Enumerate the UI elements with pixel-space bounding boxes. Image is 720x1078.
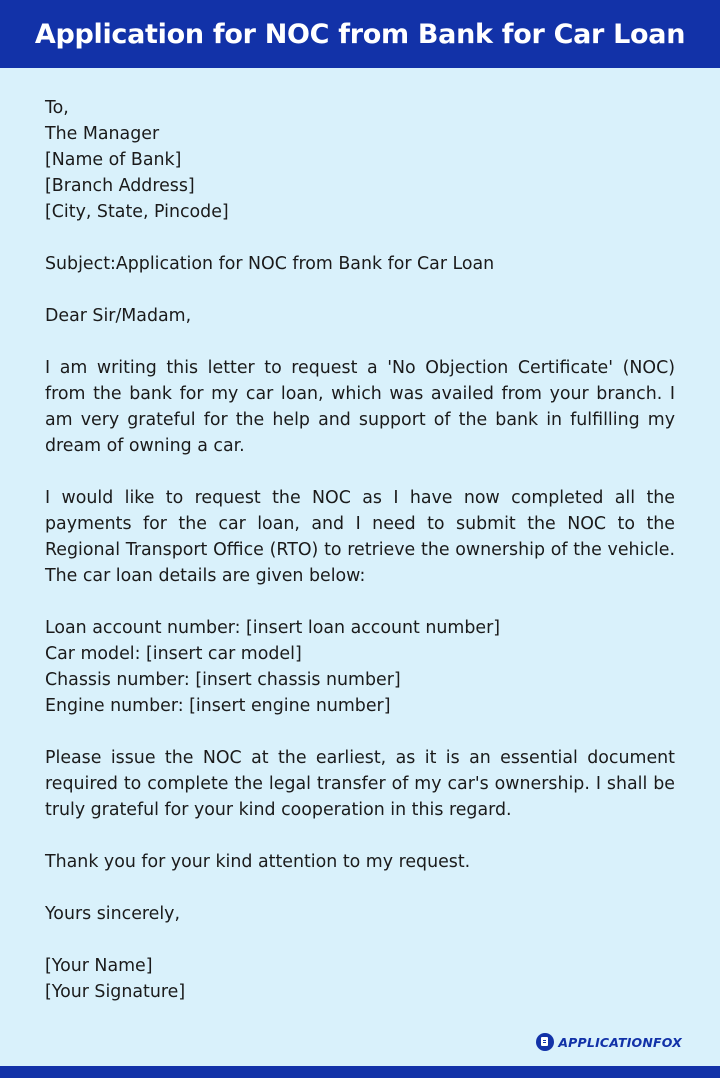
closing: Yours sincerely,	[45, 904, 181, 924]
detail-car-model: Car model: [insert car model]	[45, 644, 302, 664]
address-line: To,	[45, 98, 69, 118]
sender-name: [Your Name]	[45, 956, 153, 976]
address-line: [Branch Address]	[45, 176, 195, 196]
detail-chassis-number: Chassis number: [insert chassis number]	[45, 670, 401, 690]
address-line: The Manager	[45, 124, 160, 144]
detail-loan-account: Loan account number: [insert loan account number]	[45, 618, 501, 638]
thanks-line: Thank you for your kind attention to my request.	[45, 852, 471, 872]
paragraph-request: I am writing this letter to request a 'No Objection Certificate' (NOC) from the bank for my car loan, which was availed from your branch. I am very grateful for the help and support of the bank in fulfilling my dream of owning a car.	[45, 358, 675, 456]
sender-signature: [Your Signature]	[45, 982, 186, 1002]
brand-name: APPLICATIONFOX	[558, 1034, 682, 1050]
brand-logo	[536, 1033, 682, 1051]
footer-bar	[0, 1066, 720, 1078]
page-title: Application for NOC from Bank for Car Loan	[34, 18, 686, 50]
paragraph-closing-request: Please issue the NOC at the earliest, as it is an essential document required to complete the legal transfer of my car's ownership. I shall be truly grateful for your kind cooperation in this regard.	[45, 748, 675, 820]
address-line: [City, State, Pincode]	[45, 202, 229, 222]
page-header	[0, 0, 720, 68]
recipient-address	[45, 95, 675, 225]
address-line: [Name of Bank]	[45, 150, 182, 170]
document-icon	[536, 1033, 554, 1051]
letter-body	[45, 95, 675, 1005]
detail-engine-number: Engine number: [insert engine number]	[45, 696, 391, 716]
letter-subject: Subject:Application for NOC from Bank for Car Loan	[45, 254, 495, 274]
paragraph-reason: I would like to request the NOC as I have now completed all the payments for the car loan, and I need to submit the NOC to the Regional Transport Office (RTO) to retrieve the ownership of the vehicle. The car loan details are given below:	[45, 488, 675, 586]
loan-details	[45, 615, 675, 719]
salutation: Dear Sir/Madam,	[45, 306, 192, 326]
